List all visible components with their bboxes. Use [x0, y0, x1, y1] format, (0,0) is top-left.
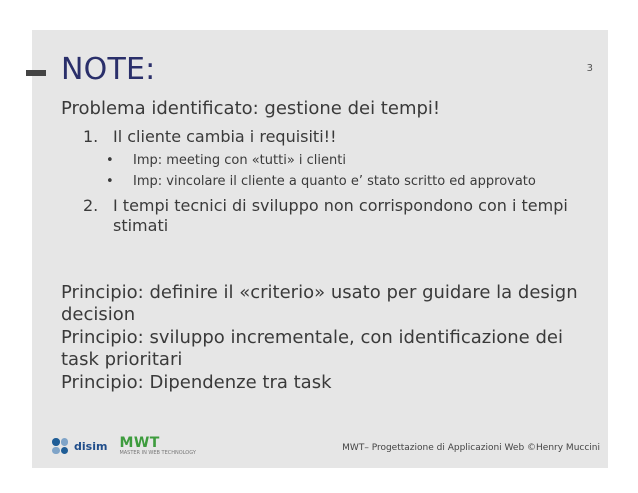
item-text-2: I tempi tecnici di sviluppo non corrispondono con i tempi stimati [113, 196, 568, 235]
bullet-icon: • [106, 153, 114, 168]
disim-logo [52, 438, 107, 454]
principle-2: Principio: sviluppo incrementale, con identificazione dei task prioritari [61, 327, 563, 370]
slide-footer [32, 428, 608, 468]
bullet-item-2 [106, 174, 591, 189]
page-number: 3 [586, 63, 593, 74]
slide-title: NOTE: [61, 52, 156, 87]
disim-logo-mark [52, 438, 68, 454]
mwt-logo [119, 436, 195, 456]
disim-logo-text: disim [74, 439, 108, 453]
numbered-item-2 [83, 196, 591, 236]
principle-1: Principio: definire il «criterio» usato per guidare la design decision [61, 282, 578, 325]
numbered-item-1 [83, 127, 591, 147]
bullet-icon: • [106, 174, 114, 189]
principles-block [61, 282, 601, 394]
mwt-logo-label: MWT [119, 435, 160, 451]
title-accent-bar [26, 70, 46, 76]
footer-credit: MWT– Progettazione di Applicazioni Web ©Henry Muccini [342, 443, 600, 453]
mwt-logo-text [119, 436, 159, 450]
footer-logos [52, 436, 196, 456]
slide-panel [32, 30, 608, 468]
intro-line: Problema identificato: gestione dei tempi! [61, 98, 441, 119]
item-text-1: Il cliente cambia i requisiti!! [113, 127, 337, 146]
item-number-1: 1. [83, 127, 99, 146]
slide-content [61, 98, 591, 236]
bullet-item-1 [106, 153, 591, 168]
principle-3: Principio: Dipendenze tra task [61, 372, 332, 393]
mwt-logo-subtitle: MASTER IN WEB TECHNOLOGY [119, 450, 196, 456]
bullet-text-2: Imp: vincolare il cliente a quanto e’ stato scritto ed approvato [133, 174, 536, 189]
item-number-2: 2. [83, 196, 99, 215]
bullet-text-1: Imp: meeting con «tutti» i clienti [133, 153, 346, 168]
